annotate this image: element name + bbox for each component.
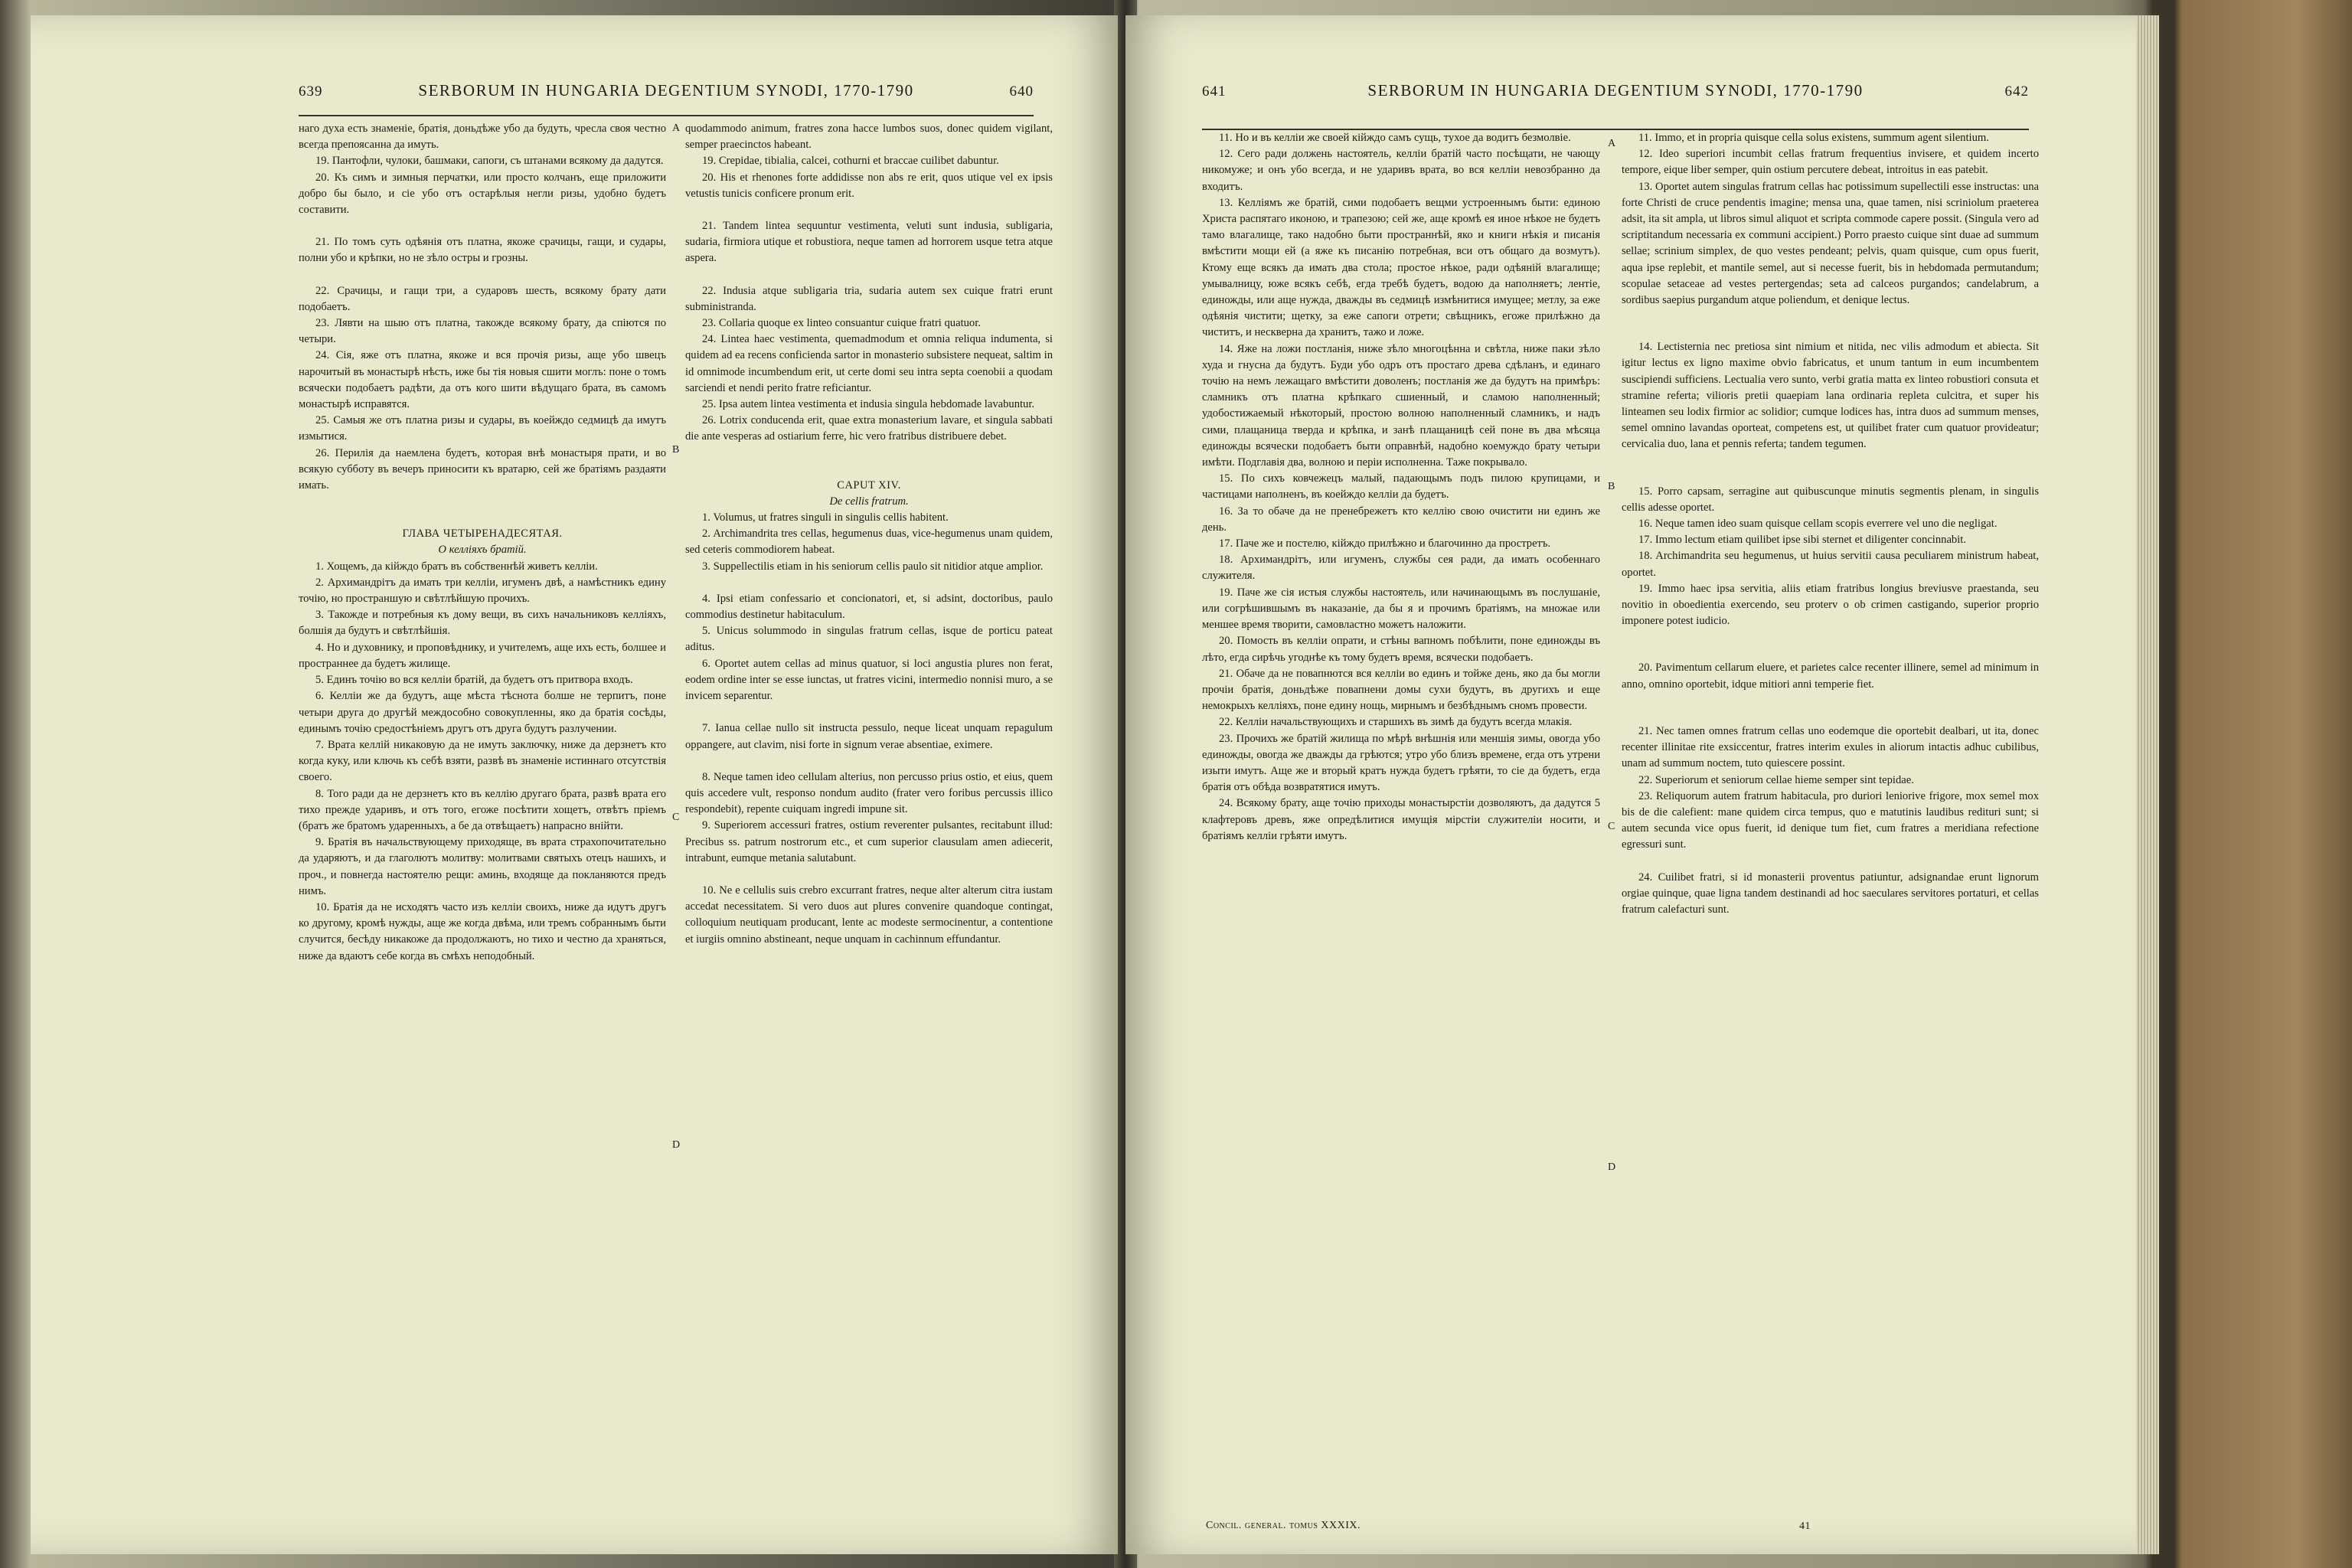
lat-paragraph: 2. Archimandrita tres cellas, hegumenus duas, vice-hegumenus unam quidem, sed ceteris commodiorem habeat. xyxy=(685,528,1053,557)
lat-paragraph: 20. His et rhenones forte addidisse non abs re erit, quos utique vel ex ipsis vetustis tunicis conficere pronum erit. xyxy=(685,171,1053,200)
left-cyrillic-column xyxy=(299,121,666,965)
cyr-paragraph: 17. Паче же и постелю, кійждо прилѣжно и благочинно да простретъ. xyxy=(1219,537,1551,550)
lat-paragraph: 6. Oportet autem cellas ad minus quatuor, si loci angustia plures non ferat, eodem ordine inter se esse iunctas, ut fratres vicini, intermedio nonnisi muro, a se invicem separentur. xyxy=(685,657,1053,703)
lat-paragraph: 19. Crepidae, tibialia, calcei, cothurni et braccae cuilibet dabuntur. xyxy=(702,155,999,168)
lat-paragraph: 7. Ianua cellae nullo sit instructa pessulo, neque liceat unquam repagulum oppangere, aut clavim, nisi forte in signum verae absentiae, eximere. xyxy=(685,722,1053,751)
left-latin-column xyxy=(685,121,1053,948)
cyr-paragraph: 26. Перилія да наемлена будетъ, которая внѣ монастыря прати, и во всякую субботу въ вечеръ приносити къ вратарю, сей же братіямъ раздаяти имать. xyxy=(299,446,666,492)
cyr-paragraph: наго духа есть знаменіе, братія, доньдѣже убо да будуть, чресла своя честно всегда препоясанна да имуть. xyxy=(299,122,666,152)
cyr-paragraph: 8. Того ради да не дерзнетъ кто въ келлію другаго брата, развѣ врата его тихо прежде ударивъ, и отъ того, егоже посѣтити хощетъ, отвѣтъ пріемъ (братъ же братомъ ударенныхъ, а бе да отвѣщаетъ) напрасно внійти. xyxy=(299,787,666,832)
right-page xyxy=(1125,15,2136,1554)
chapter-title-latin: CAPUT XIV. xyxy=(837,479,901,492)
lat-paragraph: 8. Neque tamen ideo cellulam alterius, non percusso prius ostio, et eius, quem quis accedere vult, responso nondum audito (frater vero foribus percussis illico respondebit), repente cuiquam ingredi impune sit. xyxy=(685,770,1053,816)
lat-paragraph: 13. Oportet autem singulas fratrum cellas hac potissimum supellectili esse instructas: una forte Christi de cruce pendentis imagine; mensa una, quae tamen, nisi scriniolum praeterea adsit, ita sit ampla, ut libros simul aliquot et scripta commode capere possit. (Singula vero ad scriptitandum necessaria ex communi accipient.) Porro praesto cuique sint duae ad summum sellae; scrinium simplex, de quo vestes pendeant; pelvis, quam quisque, cum opus fuerit, aqua ipse replebit, et mantile semel, aut si necesse fuerit, bis in hebdomada permutandum; scopulae setaceae ad vestes pertergendas; seta ad calceos purgandos; candelabrum, a sordibus saepius purgandum atque poliendum, et denique lectus. xyxy=(1622,180,2039,307)
chapter-subtitle-latin: De cellis fratrum. xyxy=(829,495,909,508)
lat-paragraph: 12. Ideo superiori incumbit cellas fratrum frequentius invisere, et quidem incerto tempore, eique liber semper, quin ostium percutere debeat, introitus in eas patebit. xyxy=(1622,148,2039,177)
lat-paragraph: 4. Ipsi etiam confessario et concionatori, et, si adsint, doctoribus, paulo commodius destinetur habitaculum. xyxy=(685,592,1053,622)
right-running-head xyxy=(1202,81,2029,112)
margin-letter-a: A xyxy=(1608,138,1616,149)
lat-paragraph: 24. Cuilibet fratri, si id monasterii proventus patiuntur, adsignandae erunt lignorum orgiae quinque, quae ligna tandem destinandi ad hoc saeculares servitores portaturi, et cellas fratrum calefacturi sunt. xyxy=(1622,871,2039,916)
cyr-paragraph: 13. Келліямъ же братій, сими подобаетъ вещми устроеннымъ быти: единою Христа распятаго иконою, и трапезою; сей же, аще кромѣ ея иное нѣкое не будетъ тамо влагалище, тако надобно быти пространнѣй, яко и книги нѣкія и писанія вмѣстити мощи ей (а яже къ писанію потребная, вси отъ общаго да возмутъ). Ктому еще всякъ да имать два стола; простое нѣкое, ради одѣяній влагалище; умывалницу, юже всякъ себѣ, егда требѣ будетъ, водою да наполняетъ; лентіе, единожды, или аще нужда, дважды въ седмицѣ измѣнитися имущее; метлу, за еже одѣянія чистити; щетку, за еже сапоги отрети; свѣщникъ, егоже прилѣжно да чиститъ, и несквернa да хранитъ, тажо и ложе. xyxy=(1202,196,1600,339)
lat-paragraph: 15. Porro capsam, serragine aut quibuscunque minutis segmentis plenam, in singulis cellis adesse oportet. xyxy=(1622,485,2039,514)
lat-paragraph: 21. Nec tamen omnes fratrum cellas uno eodemque die oportebit dealbari, ut ita, donec recenter illinitae rite exsiccentur, fratres interim exules in aliorum intactis adhuc cubilibus, unam ad summum noctem, tuto quiescere possint. xyxy=(1622,724,2039,770)
cyr-paragraph: 12. Сего ради должень настоятель, келліи братій часто посѣщати, не чающу никомуже; и онъ убо всегда, и не ударивъ врата, во вся келліи невозбранно да входитъ. xyxy=(1202,148,1600,193)
cyr-paragraph: 22. Срачицы, и гащи три, а сударовъ шесть, всякому брату дати подобаетъ. xyxy=(299,284,666,313)
cyr-paragraph: 16. За то обаче да не пренебрежетъ кто келлію свою очистити ни единъ же день. xyxy=(1202,505,1600,534)
lat-paragraph: quodammodo animum, fratres zona hacce lumbos suos, donec quidem vigilant, semper praecinctos habeant. xyxy=(685,122,1053,152)
cyr-paragraph: 24. Сія, яже отъ платна, якоже и вся прочія ризы, аще убо швецъ нарочитый въ монастырѣ нѣсть, иже бы тія новыя сшити моглъ: поне о томъ всячески подобаетъ радѣти, да отъ кого шити вѣдущаго брата, въ самомъ монастырѣ исправятся. xyxy=(299,349,666,411)
cyr-paragraph: 15. По сихъ ковчежецъ малый, падающымъ подъ пилою крупицами, и частицами наполненъ, въ коейждо келліи да будетъ. xyxy=(1202,472,1600,501)
cyr-paragraph: 10. Братія да не исходятъ часто изъ келліи своихъ, ниже да идутъ другъ ко другому, кромѣ нужды, аще же когда двѣма, или тремъ собраннымъ быти случится, бесѣду никакоже да продолжаютъ, но тихо и честно да храняться, ниже да вдаютъ себе когда въ смѣхъ неподобный. xyxy=(299,900,666,962)
running-title: SERBORUM IN HUNGARIA DEGENTIUM SYNODI, 1770-1790 xyxy=(1367,81,1864,100)
margin-letter-d: D xyxy=(672,1139,681,1151)
cyr-paragraph: 21. Обаче да не повапнются вся келліи во единъ и тойже день, яко да бы могли прочіи братія, доньдѣже повапнени домы сухи будутъ, въ другихъ и еще немокрыхъ келліяхъ, поне едину нощь, мирнымъ и безбѣднымъ сномъ провести. xyxy=(1202,667,1600,713)
lat-paragraph: 17. Immo lectum etiam quilibet ipse sibi sternet et diligenter concinnabit. xyxy=(1638,534,1966,547)
left-page xyxy=(31,15,1118,1554)
right-latin-column xyxy=(1622,130,2039,918)
chapter-title-cyrillic: ГЛАВА ЧЕТЫРЕНАДЕСЯТАЯ. xyxy=(402,528,563,541)
margin-letter-d: D xyxy=(1608,1161,1616,1173)
page-number-640: 640 xyxy=(1009,83,1034,100)
lat-paragraph: 19. Immo haec ipsa servitia, aliis etiam fratribus longius breviusve praestanda, seu novitio in oboedientia exercendo, seu proterv o ob crimen castigando, superior proprio imponere potest iudicio. xyxy=(1622,582,2039,628)
cyr-paragraph: 7. Врата келлій никаковую да не имуть заключку, ниже да дерзнетъ кто когда куку, или ключь къ себѣ взяти, развѣ въ знаменіе истиннаго отсутствія своего. xyxy=(299,738,666,784)
cyr-paragraph: 3. Такожде и потребныя къ дому вещи, въ сихъ начальниковъ келліяхъ, болшія да будутъ и свѣтлѣйшія. xyxy=(299,609,666,638)
header-rule xyxy=(299,115,1034,116)
lat-paragraph: 1. Volumus, ut fratres singuli in singulis cellis habitent. xyxy=(702,511,949,524)
lat-paragraph: 24. Lintea haec vestimenta, quemadmodum et omnia reliqua indumenta, si quidem ad ea recens conficienda sartor in monasterio subsistere nequeat, saltim in id omnimode incumbendum erit, ut certe domi seu intra septa coenobii a quodam sarciendi et nendi perito fratre reficiantur. xyxy=(685,333,1053,394)
cyr-paragraph: 4. Но и духовнику, и проповѣднику, и учителемъ, аще ихъ есть, болшее и пространнее да будетъ жилище. xyxy=(299,641,666,670)
lat-paragraph: 3. Suppellectilis etiam in his seniorum cellis paulo sit nitidior atque amplior. xyxy=(702,560,1044,573)
lat-paragraph: 20. Pavimentum cellarum eluere, et parietes calce recenter illinere, semel ad minimum in anno, omnino oportebit, idque mitiori anni temperie fiet. xyxy=(1622,662,2039,691)
lat-paragraph: 5. Unicus solummodo in singulas fratrum cellas, isque de porticu pateat aditus. xyxy=(685,625,1053,654)
lat-paragraph: 10. Ne e cellulis suis crebro excurrant fratres, neque alter alterum citra iustam accedat necessitatem. Si vero duos aut plures convenire quandoque contingat, colloquium neutiquam producant, lente ac modeste sermocinentur, a contentione et iurgiis omnino abstineant, neque unquam in cachinnum effundantur. xyxy=(685,884,1053,946)
right-cyrillic-column xyxy=(1202,130,1600,844)
cyr-paragraph: 2. Архимандрітъ да имать три келліи, игуменъ двѣ, а намѣстникъ едину точію, но пространшую и свѣтлѣйшую прочихъ. xyxy=(299,576,666,606)
lat-paragraph: 14. Lectisternia nec pretiosa sint nimium et nitida, nec vilis admodum et abiecta. Sit igitur lectus ex ligno maxime obvio fabricatus, et unum tantum in eum incumbentem suscipiendi sufficiens. Lectualia vero sunto, verbi gratia matta ex linteo robustiori consuta et stramine referta; vilioris pretii quaepiam lana ordinaria repleta culcitra, et super his linteamen seu lodix firmior ac solidior; cumque lodices has, intra duos ad summum menses, semel omnino lavandas oporteat, competens est, ut quilibet frater cum quatuor provideatur; cervicalia duo, lana et pennis referta; tandem tegumen. xyxy=(1622,341,2039,451)
margin-letter-b: B xyxy=(1608,481,1615,492)
margin-letter-b: B xyxy=(672,444,680,456)
lat-paragraph: 26. Lotrix conducenda erit, quae extra monasterium lavare, et singula sabbati die ante vesperas ad ostiarium ferre, hic vero fratribus distribuere debet. xyxy=(685,414,1053,443)
lat-paragraph: 21. Tandem lintea sequuntur vestimenta, veluti sunt indusia, subligaria, sudaria, firmiora utique et robustiora, neque tamen ad horrorem usque tetra atque aspera. xyxy=(685,220,1053,265)
cyr-paragraph: 25. Самыя же отъ платна ризы и судары, въ коейждо седмицѣ да имутъ измытися. xyxy=(299,414,666,443)
page-number-641: 641 xyxy=(1202,83,1227,100)
page-number-642: 642 xyxy=(2004,83,2029,100)
lat-paragraph: 18. Archimandrita seu hegumenus, ut huius servitii causa peculiarem ministrum habeat, oportet. xyxy=(1622,550,2039,579)
lat-paragraph: 22. Superiorum et seniorum cellae hieme semper sint tepidae. xyxy=(1638,773,1914,786)
cyr-paragraph: 6. Келліи же да будутъ, аще мѣста тѣснота болше не терпитъ, поне четыри друга до другѣй междособно совокупленны, яко да братія сосѣды, единымъ точію средостѣніемъ другъ отъ друга будутъ разлучении. xyxy=(299,690,666,735)
cyr-paragraph: 23. Прочихъ же братій жилища по мѣрѣ внѣшнія или меншія зимы, овогда убо единожды, овогда же дважды да грѣются; утро убо близъ времене, егда отъ утрени изыти имутъ. Аще же и вторый кратъ нужда будетъ грѣяти, то сіе да будетъ, егда братія отъ обѣда возвратятися имутъ. xyxy=(1202,732,1600,794)
lat-paragraph: 16. Neque tamen ideo suam quisque cellam scopis everrere vel uno die negligat. xyxy=(1638,518,1998,531)
cyr-paragraph: 23. Лявти на шыю отъ платна, такожде всякому брату, да спіются по четыри. xyxy=(299,317,666,346)
margin-letter-a: A xyxy=(672,122,681,134)
page-number-639: 639 xyxy=(299,83,323,100)
cyr-paragraph: 20. Къ симъ и зимныя перчатки, или просто колчанъ, еще приложити добро бы было, и сіе убо отъ остарѣлыя негли ризы, удобно будетъ составити. xyxy=(299,171,666,217)
running-title: SERBORUM IN HUNGARIA DEGENTIUM SYNODI, 1770-1790 xyxy=(418,81,914,100)
page-edges xyxy=(2136,15,2159,1554)
lat-paragraph: 25. Ipsa autem lintea vestimenta et indusia singula hebdomade lavabuntur. xyxy=(702,398,1035,411)
cyr-paragraph: 22. Келліи начальствующихъ и старшихъ въ зимѣ да будутъ всегда млакія. xyxy=(1219,716,1573,729)
margin-letter-c: C xyxy=(1608,821,1615,832)
cyr-paragraph: 19. Пантофли, чулоки, башмаки, сапоги, съ штанами всякому да дадутся. xyxy=(315,155,664,168)
footer-sheet-number: 41 xyxy=(1799,1521,1811,1532)
left-running-head xyxy=(299,81,1034,112)
cyr-paragraph: 1. Хощемъ, да кійждо братъ въ собственнѣй живетъ келліи. xyxy=(315,560,598,573)
margin-letter-c: C xyxy=(672,812,680,823)
chapter-subtitle-cyrillic: О келліяхъ братій. xyxy=(438,544,527,557)
cyr-paragraph: 5. Единъ точію во вся келліи братій, да будетъ отъ притвора входъ. xyxy=(315,674,633,687)
cyr-paragraph: 24. Всякому брату, аще точію приходы монастырстіи дозволяютъ, да дадутся 5 клафтеровъ древъ, яже опредѣлитися имущія мірстіи служителіи носити, и братіямъ келліи грѣяти имутъ. xyxy=(1202,797,1600,842)
lat-paragraph: 11. Immo, et in propria quisque cella solus existens, summum agent silentium. xyxy=(1638,132,1989,144)
lat-paragraph: 9. Superiorem accessuri fratres, ostium reverenter pulsantes, recitabunt illud: Precibus ss. patrum nostrorum etc., et cum superior clausulam amen adiecerit, intrabunt, eumque metania salutabunt. xyxy=(685,819,1053,864)
lat-paragraph: 23. Reliquorum autem fratrum habitacula, pro duriori leniorive frigore, mox semel mox bis de die calefient: mane quidem circa tempus, quo e matutinis laudibus rediturі sunt; si autem secunda vice opus fuerit, id denique tum fiet, cum fratres a meridiana refectione egressuri sunt. xyxy=(1622,789,2039,851)
cyr-paragraph: 20. Помость въ келліи опрати, и стѣны вапномъ побѣлити, поне единожды въ лѣто, егда сирѣчь угоднѣе къ тому будетъ время, всячески подобаетъ. xyxy=(1202,635,1600,664)
cyr-paragraph: 18. Архимандрітъ, или игуменъ, службы сея ради, да имать особеннаго служителя. xyxy=(1202,554,1600,583)
lat-paragraph: 23. Collaria quoque ex linteo consuantur cuique fratri quatuor. xyxy=(702,317,981,330)
cyr-paragraph: 14. Яже на ложи постланія, ниже зѣло многоцѣнна и свѣтла, ниже паки зѣло худа и гнусна да будутъ. Буди убо одръ отъ простаго древа сдѣланъ, и единаго точію на немъ лежащаго вмѣстити доволенъ; постланія же да будутъ на примѣръ: сламникъ отъ платна крѣпкаго сшиенный, и сламою наполненный; удобостижаемый нѣкоторый, простою волною наполненный сламникъ, и надъ сими, плащаница тверда и крѣпка, и занѣ плащаницѣ сей поне въ два мѣсяца единожды всячески подобаетъ быти оправнѣй, надобно коемуждо брату четыри имѣти. Подглавія два, волною и періи исполненна. Таже покрывало. xyxy=(1202,342,1600,469)
cyr-paragraph: 9. Братія въ начальствующему приходяще, въ врата страхопочитательно да ударяютъ, и да глаголютъ молитву: молитвами святыхъ отецъ нашихъ, и проч., и повнегда настоятелю рещи: аминь, входяще да покланяются предъ нимъ. xyxy=(299,836,666,897)
lat-paragraph: 22. Indusia atque subligaria tria, sudaria autem sex cuique fratri erunt subministranda. xyxy=(685,284,1053,313)
footer-signature: Concil. general. tomus XXXIX. xyxy=(1206,1520,1361,1531)
cyr-paragraph: 21. По томъ суть одѣянія отъ платна, якоже срачицы, гащи, и судары, полни убо и крѣпки, но не зѣло остры и грозны. xyxy=(299,236,666,265)
cyr-paragraph: 19. Паче же сія истыя службы настоятель, или начинающымъ въ послушаніе, или согрѣшившымъ въ наказаніе, да бы я и прочимъ братіямъ, на множае или меншее время творити, самовластно можетъ наложити. xyxy=(1202,586,1600,632)
cyr-paragraph: 11. Но и въ келліи же своей кійждо самъ сущь, тухое да водитъ безмолвіе. xyxy=(1219,132,1571,144)
